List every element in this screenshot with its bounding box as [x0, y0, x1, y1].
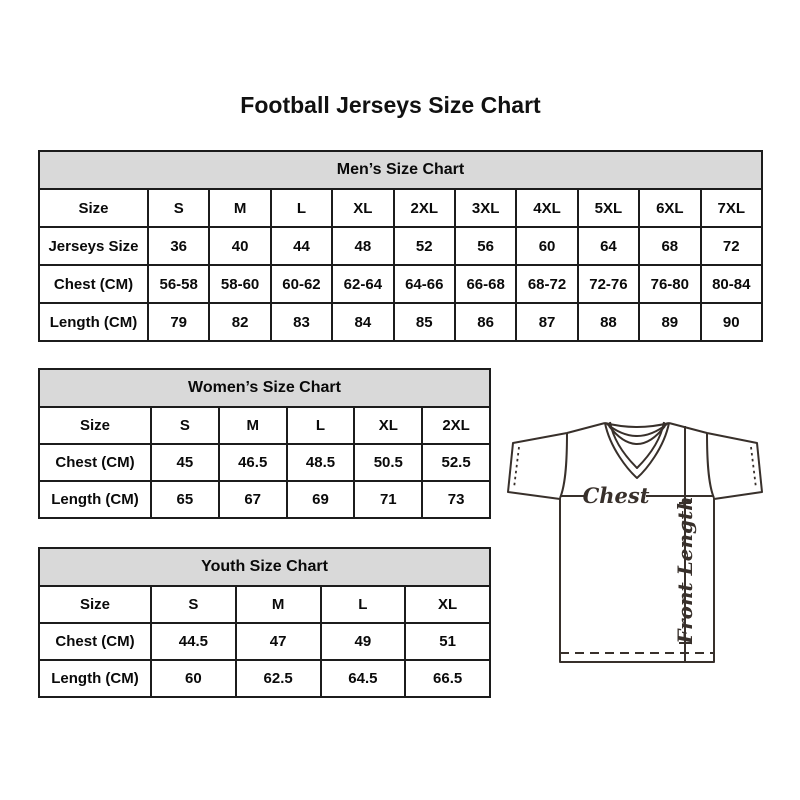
cell: S	[151, 407, 219, 444]
cell: 66.5	[405, 660, 490, 697]
table-row	[39, 660, 490, 697]
table-row	[39, 481, 490, 518]
youth-size-table	[38, 547, 491, 698]
table-row	[39, 444, 490, 481]
cell: L	[321, 586, 406, 623]
jersey-measurement-diagram	[504, 418, 766, 668]
cell: 69	[287, 481, 355, 518]
cell: 72	[701, 227, 762, 265]
mens-size-table	[38, 150, 763, 342]
cell: 50.5	[354, 444, 422, 481]
womens-size-table	[38, 368, 491, 519]
cell: 68-72	[516, 265, 577, 303]
table-row	[39, 265, 762, 303]
cell: S	[151, 586, 236, 623]
cell: 2XL	[394, 189, 455, 227]
cell: 44	[271, 227, 332, 265]
cell: 88	[578, 303, 639, 341]
row-label: Length (CM)	[39, 660, 151, 697]
cell: 87	[516, 303, 577, 341]
cell: 56-58	[148, 265, 209, 303]
cell: XL	[354, 407, 422, 444]
table-row	[39, 189, 762, 227]
row-label: Jerseys Size	[39, 227, 148, 265]
cell: 82	[209, 303, 270, 341]
cell: 49	[321, 623, 406, 660]
table-row	[39, 623, 490, 660]
cell: 6XL	[639, 189, 700, 227]
cell: 68	[639, 227, 700, 265]
cell: L	[287, 407, 355, 444]
table-row	[39, 407, 490, 444]
cell: 52.5	[422, 444, 490, 481]
cell: 36	[148, 227, 209, 265]
cell: 40	[209, 227, 270, 265]
cell: 62-64	[332, 265, 393, 303]
youth-table-header: Youth Size Chart	[39, 548, 490, 586]
cell: 80-84	[701, 265, 762, 303]
table-row	[39, 227, 762, 265]
cell: 89	[639, 303, 700, 341]
cell: 84	[332, 303, 393, 341]
table-row	[39, 303, 762, 341]
cell: 64-66	[394, 265, 455, 303]
left-cuff-dotted-line	[514, 447, 519, 488]
cell: M	[209, 189, 270, 227]
cell: 62.5	[236, 660, 321, 697]
table-row	[39, 586, 490, 623]
cell: 60-62	[271, 265, 332, 303]
cell: 65	[151, 481, 219, 518]
page-title: Football Jerseys Size Chart	[240, 92, 541, 118]
cell: 64	[578, 227, 639, 265]
cell: 60	[151, 660, 236, 697]
cell: 45	[151, 444, 219, 481]
womens-table-header: Women’s Size Chart	[39, 369, 490, 407]
cell: 72-76	[578, 265, 639, 303]
row-label: Size	[39, 407, 151, 444]
cell: 58-60	[209, 265, 270, 303]
cell: 83	[271, 303, 332, 341]
cell: 90	[701, 303, 762, 341]
cell: 86	[455, 303, 516, 341]
cell: 5XL	[578, 189, 639, 227]
cell: M	[219, 407, 287, 444]
right-sleeve	[707, 433, 762, 499]
chest-label: Chest	[582, 483, 650, 508]
table-row	[39, 369, 490, 407]
cell: 64.5	[321, 660, 406, 697]
cell: XL	[405, 586, 490, 623]
cell: 79	[148, 303, 209, 341]
table-row	[39, 151, 762, 189]
cell: 47	[236, 623, 321, 660]
cell: 4XL	[516, 189, 577, 227]
cell: 71	[354, 481, 422, 518]
cell: 73	[422, 481, 490, 518]
cell: 52	[394, 227, 455, 265]
right-cuff-dotted-line	[751, 447, 756, 488]
row-label: Chest (CM)	[39, 265, 148, 303]
cell: S	[148, 189, 209, 227]
cell: 85	[394, 303, 455, 341]
cell: 48	[332, 227, 393, 265]
cell: 7XL	[701, 189, 762, 227]
table-row	[39, 548, 490, 586]
cell: 46.5	[219, 444, 287, 481]
v-neck-collar	[605, 422, 669, 478]
row-label: Length (CM)	[39, 303, 148, 341]
cell: XL	[332, 189, 393, 227]
cell: 56	[455, 227, 516, 265]
cell: M	[236, 586, 321, 623]
mens-table-header: Men’s Size Chart	[39, 151, 762, 189]
front-length-label: Front Length	[673, 496, 697, 644]
row-label: Chest (CM)	[39, 444, 151, 481]
cell: 76-80	[639, 265, 700, 303]
row-label: Size	[39, 189, 148, 227]
row-label: Length (CM)	[39, 481, 151, 518]
cell: 48.5	[287, 444, 355, 481]
cell: 2XL	[422, 407, 490, 444]
row-label: Chest (CM)	[39, 623, 151, 660]
cell: 51	[405, 623, 490, 660]
cell: 60	[516, 227, 577, 265]
cell: 67	[219, 481, 287, 518]
front-length-measurement-line	[673, 426, 697, 662]
cell: L	[271, 189, 332, 227]
row-label: Size	[39, 586, 151, 623]
cell: 44.5	[151, 623, 236, 660]
left-sleeve	[508, 433, 567, 499]
cell: 3XL	[455, 189, 516, 227]
cell: 66-68	[455, 265, 516, 303]
